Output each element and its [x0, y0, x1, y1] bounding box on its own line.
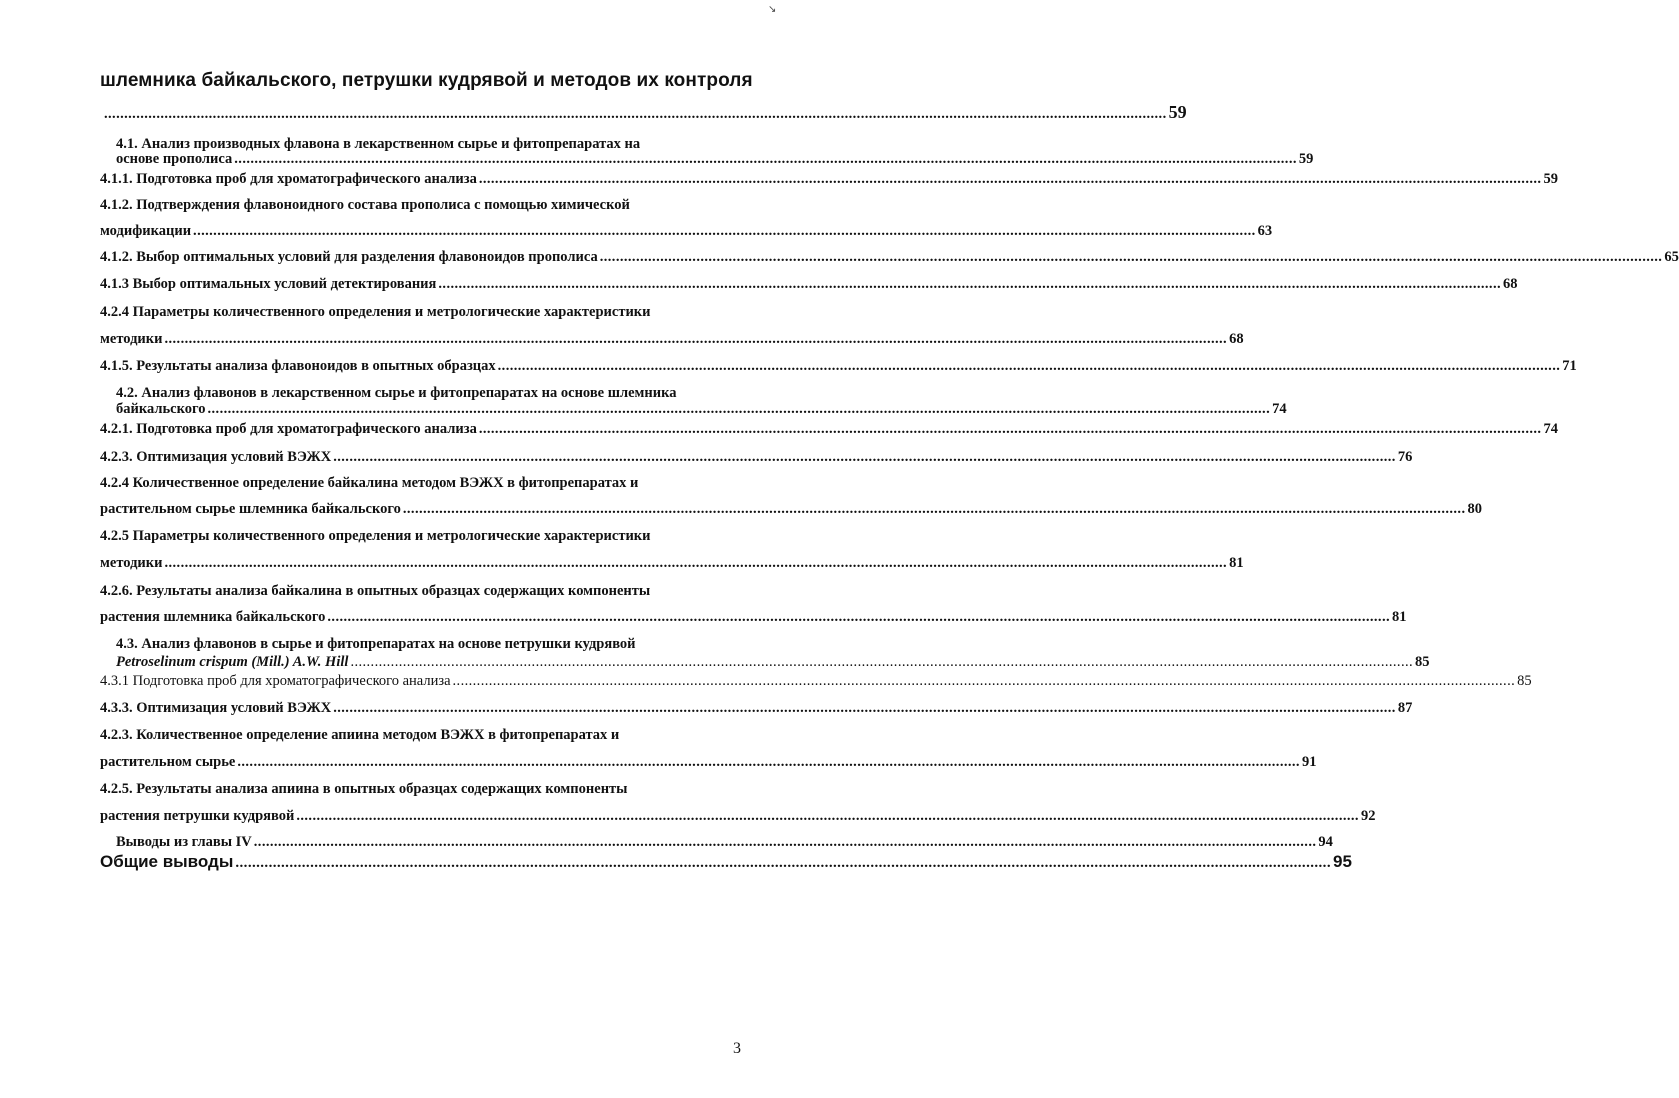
toc-entry-general-conclusions[interactable]	[100, 852, 1352, 872]
toc-entry-line1: 4.2. Анализ флавонов в лекарственном сырье и фитопрепаратах на основе шлемника	[116, 385, 677, 401]
toc-entry-page: 91	[1301, 754, 1317, 770]
toc-entry-page: 94	[1318, 834, 1333, 850]
toc-entry-title: 4.3.3. Оптимизация условий ВЭЖХ	[100, 700, 332, 716]
toc-entry-line1: 4.1. Анализ производных флавона в лекарственном сырье и фитопрепаратах на	[116, 136, 641, 152]
toc-entry-title: растения петрушки кудрявой	[100, 808, 295, 824]
toc-entry-title: методики	[100, 555, 163, 571]
toc-entry-title: растительном сырье шлемника байкальского	[100, 501, 401, 517]
toc-entry-page: 71	[1562, 358, 1577, 374]
toc-entry-page: 80	[1467, 501, 1482, 517]
toc-entry-page: 85	[1517, 673, 1532, 689]
toc-entry[interactable]	[100, 501, 1482, 518]
toc-entry[interactable]	[100, 700, 1413, 717]
toc-entry-line1: 4.2.3. Количественное определение апиина методом ВЭЖХ в фитопрепаратах и	[100, 727, 620, 743]
toc-entry-page: 65	[1664, 249, 1679, 265]
toc-entry[interactable]	[100, 421, 1558, 438]
toc-entry-page: 59	[1543, 171, 1558, 187]
toc-entry[interactable]	[100, 754, 1317, 771]
toc-entry-page: 87	[1397, 700, 1413, 716]
toc-heading-leader	[104, 102, 1187, 123]
toc-entry-title: 4.2.1. Подготовка проб для хроматографического анализа	[100, 421, 477, 437]
toc-entry-line1: 4.2.5. Результаты анализа апиина в опытных образцах содержащих компоненты	[100, 781, 628, 797]
toc-entry[interactable]	[100, 276, 1518, 293]
toc-entry-title: Выводы из главы IV	[116, 834, 252, 850]
toc-entry-line1: 4.2.5 Параметры количественного определения и метрологические характеристики	[100, 528, 651, 544]
toc-entry-title: Общие выводы	[100, 852, 234, 871]
toc-entry-title: растения шлемника байкальского	[100, 609, 326, 625]
toc-entry-page: 85	[1415, 654, 1430, 670]
toc-heading: шлемника байкальского, петрушки кудрявой и методов их контроля	[100, 70, 753, 91]
toc-entry-line1: 4.1.2. Подтверждения флавоноидного состава прополиса с помощью химической	[100, 197, 630, 213]
toc-entry-page: 76	[1397, 449, 1413, 465]
toc-entry-line1: 4.2.4 Параметры количественного определения и метрологические характеристики	[100, 304, 651, 320]
toc-entry-title: методики	[100, 331, 163, 347]
toc-entry[interactable]	[100, 555, 1244, 572]
toc-entry-title: 4.1.3 Выбор оптимальных условий детектирования	[100, 276, 437, 292]
toc-entry[interactable]	[100, 249, 1679, 266]
toc-entry-title: 4.3.1 Подготовка проб для хроматографического анализа	[100, 673, 451, 689]
toc-entry[interactable]	[116, 834, 1333, 851]
toc-entry[interactable]	[100, 449, 1413, 466]
toc-entry-page: 92	[1360, 808, 1376, 824]
toc-entry-title: байкальского	[116, 401, 206, 417]
toc-entry-page: 59	[1298, 151, 1314, 167]
toc-entry[interactable]	[100, 609, 1407, 626]
toc-entry-title: модификации	[100, 223, 192, 239]
toc-entry[interactable]	[116, 654, 1430, 671]
toc-entry[interactable]	[100, 673, 1532, 690]
toc-entry-title: 4.1.5. Результаты анализа флавоноидов в опытных образцах	[100, 358, 496, 374]
toc-entry[interactable]	[116, 151, 1314, 168]
toc-entry-page: 68	[1503, 276, 1518, 292]
toc-entry[interactable]	[100, 223, 1273, 240]
toc-entry-page: 63	[1257, 223, 1273, 239]
toc-entry-page: 68	[1229, 331, 1244, 347]
toc-entry-line1: 4.2.6. Результаты анализа байкалина в опытных образцах содержащих компоненты	[100, 583, 651, 599]
toc-entry-title: основе прополиса	[116, 151, 233, 167]
toc-entry[interactable]	[116, 401, 1287, 418]
toc-entry-page: 81	[1229, 555, 1244, 571]
corner-mark: ↘	[768, 4, 777, 15]
toc-entry-line1: 4.3. Анализ флавонов в сырье и фитопрепаратах на основе петрушки кудрявой	[116, 636, 636, 652]
toc-entry-title: 4.2.3. Оптимизация условий ВЭЖХ	[100, 449, 332, 465]
toc-entry-line1: 4.2.4 Количественное определение байкалина методом ВЭЖХ в фитопрепаратах и	[100, 475, 639, 491]
toc-entry-page: 95	[1332, 852, 1352, 871]
toc-entry[interactable]	[100, 331, 1244, 348]
toc-entry-title: Petroselinum crispum (Mill.) A.W. Hill	[116, 654, 349, 670]
toc-entry-page: 81	[1392, 609, 1407, 625]
toc-entry-page: 74	[1543, 421, 1558, 437]
toc-entry[interactable]	[100, 358, 1577, 375]
toc-entry-title: растительном сырье	[100, 754, 236, 770]
page-number: 3	[733, 1040, 741, 1057]
toc-entry-title: 4.1.1. Подготовка проб для хроматографического анализа	[100, 171, 477, 187]
toc-heading-page: 59	[1168, 102, 1187, 122]
toc-entry-title: 4.1.2. Выбор оптимальных условий для разделения флавоноидов прополиса	[100, 249, 598, 265]
toc-entry[interactable]	[100, 171, 1558, 188]
toc-entry-page: 74	[1272, 401, 1287, 417]
toc-entry[interactable]	[100, 808, 1376, 825]
